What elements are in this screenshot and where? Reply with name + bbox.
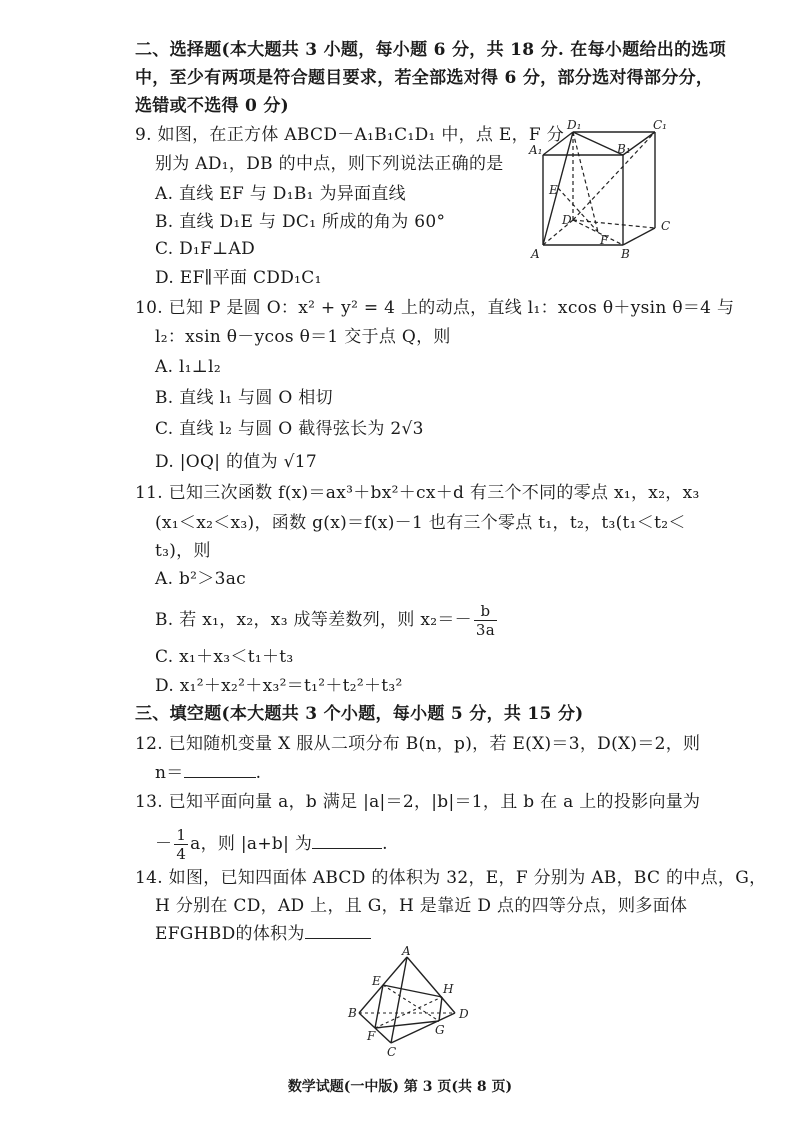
q14-stem-text: EFGHBD的体积为 bbox=[155, 924, 305, 944]
q11-stem-line2: (x₁＜x₂＜x₃)，函数 g(x)＝f(x)－1 也有三个零点 t₁，t₂，t₃(t₁＜t₂＜ bbox=[155, 513, 686, 533]
q13-period: . bbox=[382, 834, 388, 854]
q13-stem-line1: 13. 已知平面向量 a，b 满足 |a|＝2，|b|＝1，且 b 在 a 上的投影向量为 bbox=[135, 792, 701, 812]
cube-label-d: D bbox=[562, 213, 572, 227]
fraction-numerator: 1 bbox=[176, 826, 187, 844]
q14-stem-line2: H 分别在 CD，AD 上，且 G，H 是靠近 D 点的四等分点，则多面体 bbox=[155, 896, 688, 916]
q11-stem-line1: 11. 已知三次函数 f(x)＝ax³＋bx²＋cx＋d 有三个不同的零点 x₁，x₂，x₃ bbox=[135, 483, 700, 503]
q11-option-b-fraction bbox=[474, 602, 497, 639]
tetra-label-e: E bbox=[372, 974, 381, 988]
q13-answer-blank[interactable] bbox=[312, 832, 382, 849]
fraction-numerator: b bbox=[474, 602, 497, 621]
q12-n-label: n＝ bbox=[155, 763, 184, 783]
section3-header: 三、填空题(本大题共 3 个小题，每小题 5 分，共 15 分) bbox=[135, 704, 584, 724]
tetra-label-d: D bbox=[459, 1007, 469, 1021]
tetrahedron-figure bbox=[345, 945, 480, 1060]
cube-label-d1: D₁ bbox=[567, 120, 582, 132]
q10-stem-line2: l₂：xsin θ－ycos θ＝1 交于点 Q，则 bbox=[155, 327, 451, 347]
section2-header-line1: 二、选择题(本大题共 3 小题，每小题 6 分，共 18 分. 在每小题给出的选项 bbox=[135, 40, 727, 60]
section2-header-line2: 中，至少有两项是符合题目要求，若全部选对得 6 分，部分选对得部分分， bbox=[135, 68, 714, 88]
q10-option-b: B. 直线 l₁ 与圆 O 相切 bbox=[155, 388, 333, 408]
cube-label-a1: A₁ bbox=[529, 143, 543, 157]
q13-stem-line2 bbox=[155, 826, 388, 863]
q13-text: a，则 |a+b| 为 bbox=[190, 834, 313, 854]
q11-option-c: C. x₁＋x₃＜t₁＋t₃ bbox=[155, 647, 294, 667]
section2-header-line3: 选错或不选得 0 分) bbox=[135, 96, 290, 116]
q14-stem-line3 bbox=[155, 922, 371, 946]
cube-figure bbox=[525, 120, 690, 270]
q13-fraction bbox=[174, 826, 188, 863]
q10-option-a: A. l₁⊥l₂ bbox=[155, 357, 221, 377]
q11-option-b bbox=[155, 602, 499, 639]
q9-option-b: B. 直线 D₁E 与 DC₁ 所成的角为 60° bbox=[155, 212, 446, 232]
q11-option-b-text: B. 若 x₁，x₂，x₃ 成等差数列，则 x₂＝－ bbox=[155, 610, 472, 630]
tetra-label-g: G bbox=[435, 1023, 445, 1037]
q12-stem-line2 bbox=[155, 761, 261, 785]
fraction-denominator: 4 bbox=[176, 845, 187, 863]
page-footer: 数学试题(一中版) 第 3 页(共 8 页) bbox=[287, 1079, 513, 1095]
q9-option-d: D. EF∥平面 CDD₁C₁ bbox=[155, 268, 322, 288]
q9-option-c: C. D₁F⊥AD bbox=[155, 239, 256, 259]
q11-option-d: D. x₁²＋x₂²＋x₃²＝t₁²＋t₂²＋t₃² bbox=[155, 676, 403, 696]
q11-option-a: A. b²＞3ac bbox=[155, 569, 246, 589]
cube-label-b: B bbox=[621, 247, 630, 261]
cube-label-c: C bbox=[661, 219, 671, 233]
q9-stem-line2: 别为 AD₁，DB 的中点，则下列说法正确的是 bbox=[155, 154, 504, 174]
tetra-label-b: B bbox=[348, 1006, 357, 1020]
cube-label-e: E bbox=[549, 183, 558, 197]
fraction-denominator: 3a bbox=[475, 621, 496, 639]
cube-label-a: A bbox=[531, 247, 540, 261]
q10-option-c: C. 直线 l₂ 与圆 O 截得弦长为 2√3 bbox=[155, 419, 424, 439]
cube-label-b1: B₁ bbox=[617, 142, 631, 156]
cube-label-c1: C₁ bbox=[653, 120, 667, 132]
q10-option-d: D. |OQ| 的值为 √17 bbox=[155, 452, 317, 472]
tetra-label-a: A bbox=[402, 945, 411, 958]
q9-option-a: A. 直线 EF 与 D₁B₁ 为异面直线 bbox=[155, 184, 406, 204]
tetra-label-f: F bbox=[367, 1029, 376, 1043]
q9-stem-line1: 9. 如图，在正方体 ABCD－A₁B₁C₁D₁ 中，点 E，F 分 bbox=[135, 125, 565, 145]
q13-minus: － bbox=[155, 834, 173, 854]
q12-answer-blank[interactable] bbox=[184, 761, 256, 778]
q10-stem-line1: 10. 已知 P 是圆 O：x² + y² = 4 上的动点，直线 l₁：xcos θ＋ysin θ＝4 与 bbox=[135, 298, 735, 318]
tetra-label-c: C bbox=[387, 1045, 397, 1059]
q12-stem-line1: 12. 已知随机变量 X 服从二项分布 B(n，p)，若 E(X)＝3，D(X)＝2，则 bbox=[135, 734, 701, 754]
tetra-label-h: H bbox=[443, 982, 454, 996]
cube-label-f: F bbox=[600, 233, 609, 247]
q11-stem-line3: t₃)，则 bbox=[155, 541, 211, 561]
q14-stem-line1: 14. 如图，已知四面体 ABCD 的体积为 32，E，F 分别为 AB，BC 的中点，G， bbox=[135, 868, 767, 888]
q12-period: . bbox=[255, 763, 262, 783]
q14-answer-blank[interactable] bbox=[305, 922, 371, 939]
